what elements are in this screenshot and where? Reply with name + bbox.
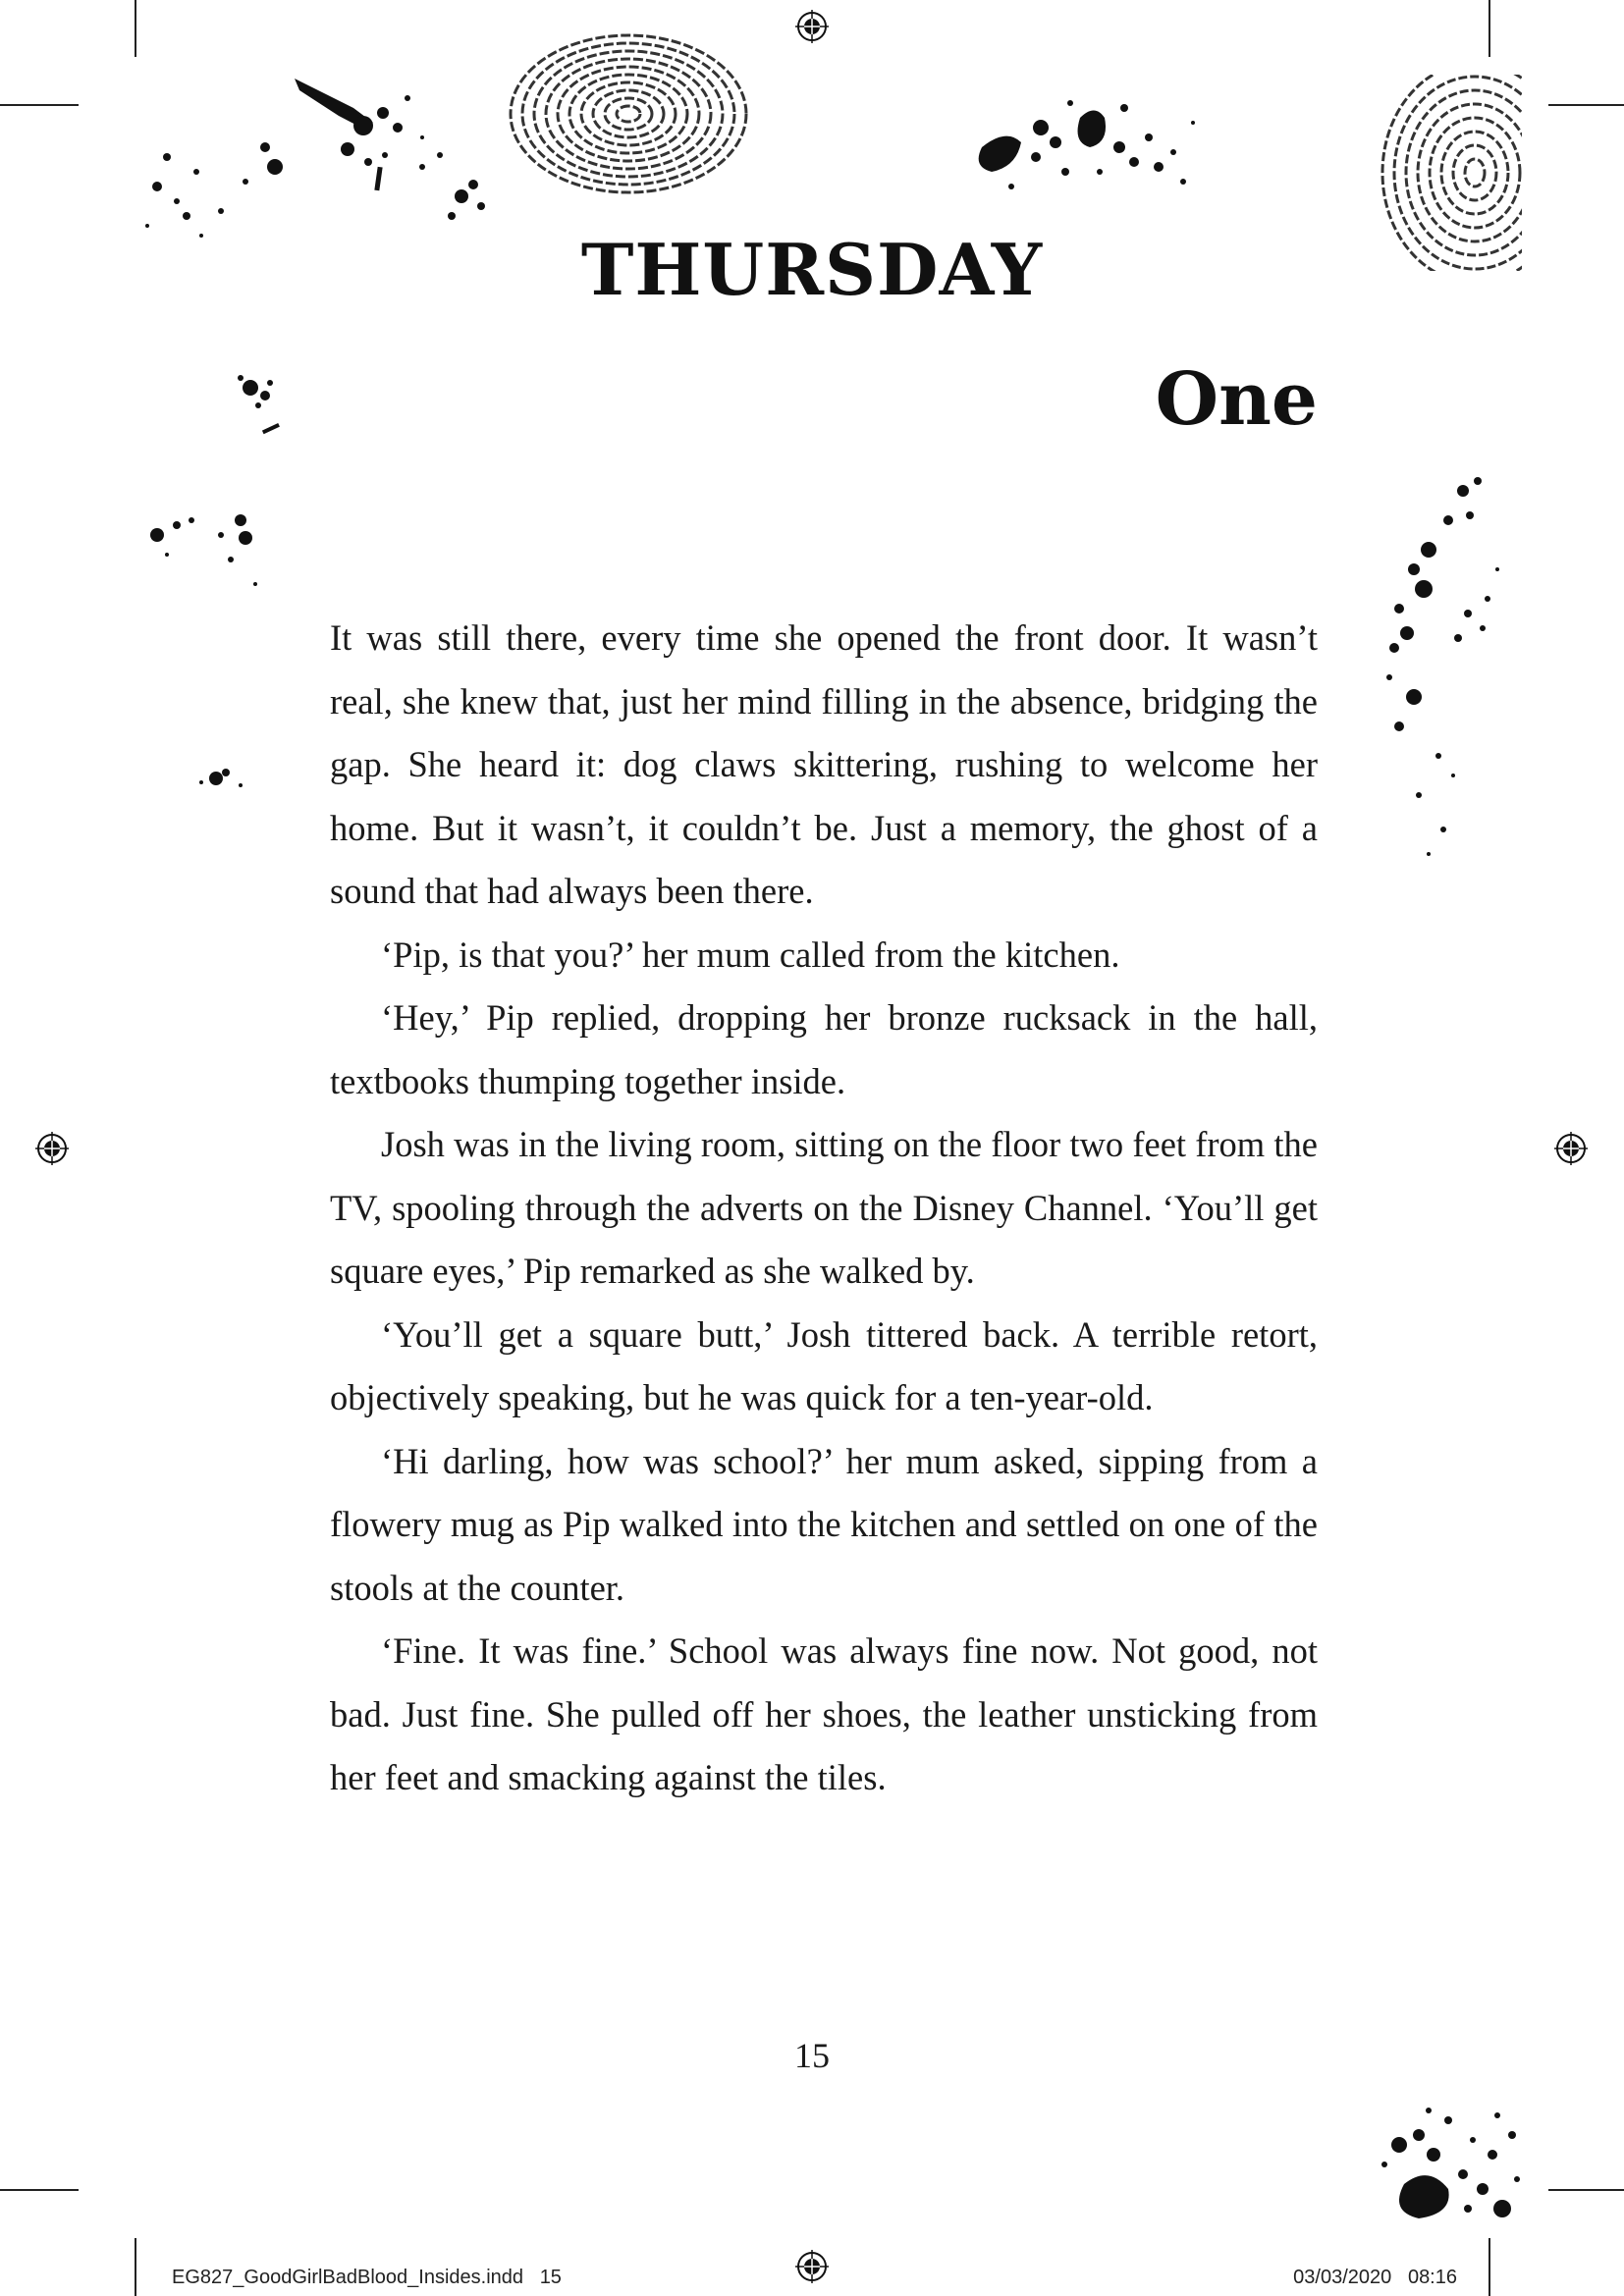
registration-mark-left: [35, 1132, 69, 1165]
crop-mark-top-right-horizontal: [1548, 104, 1624, 106]
ink-splatter-bottom-right: [1375, 2096, 1522, 2223]
slug-date-time: 03/03/2020 08:16: [1293, 2267, 1457, 2288]
paragraph: ‘Hi darling, how was school?’ her mum asked, sipping from a flowery mug as Pip walked into the kitchen and settled on one of the stools at the counter.: [330, 1440, 1318, 1608]
chapter-title: One: [1155, 357, 1318, 442]
crop-mark-top-left-vertical: [135, 0, 136, 57]
paragraph: ‘You’ll get a square butt,’ Josh tittered back. A terrible retort, objectively speaking, but he was quick for a ten-year-old.: [330, 1313, 1318, 1417]
registration-mark-right: [1554, 1132, 1588, 1165]
registration-mark-bottom: [795, 2250, 829, 2283]
crop-mark-bottom-left-horizontal: [0, 2189, 79, 2191]
paragraph: ‘Pip, is that you?’ her mum called from the kitchen.: [381, 934, 1120, 975]
crop-mark-top-left-horizontal: [0, 104, 79, 106]
paragraph: Josh was in the living room, sitting on the floor two feet from the TV, spooling through the adverts on the Disney Channel. ‘You’ll get square eyes,’ Pip remarked as she walked by.: [330, 1124, 1318, 1291]
page-number: 15: [794, 2036, 830, 2075]
crop-mark-bottom-right-vertical: [1489, 2238, 1490, 2296]
crop-mark-bottom-left-vertical: [135, 2238, 136, 2296]
crop-mark-bottom-right-horizontal: [1548, 2189, 1624, 2191]
ink-splatter-right: [1370, 471, 1517, 874]
fingerprint-decoration-top: [496, 75, 761, 202]
ink-splatter-left-upper: [221, 368, 290, 447]
ink-splatter-top-middle: [962, 88, 1208, 206]
paragraph: ‘Fine. It was fine.’ School was always fine now. Not good, not bad. Just fine. She pulled off her shoes, the leather unsticking from her feet and smacking against the tiles.: [330, 1630, 1318, 1797]
ink-splatter-left-middle: [137, 491, 265, 599]
part-title: THURSDAY: [580, 228, 1044, 311]
paragraph: ‘Hey,’ Pip replied, dropping her bronze rucksack in the hall, textbooks thumping together inside.: [330, 997, 1318, 1101]
registration-mark-top: [795, 10, 829, 43]
paragraph: It was still there, every time she opened the front door. It wasn’t real, she knew that, just her mind filling in the absence, bridging the gap. She heard it: dog claws skittering, rushing to welcome her home. But it wasn’t, it couldn’t be. Just a memory, the ghost of a sound that had always been there.: [330, 617, 1318, 911]
crop-mark-top-right-vertical: [1489, 0, 1490, 57]
chapter-body-text: [330, 607, 1318, 1810]
slug-file-info: EG827_GoodGirlBadBlood_Insides.indd 15: [172, 2267, 562, 2288]
ink-splatter-left-lower: [187, 761, 255, 800]
